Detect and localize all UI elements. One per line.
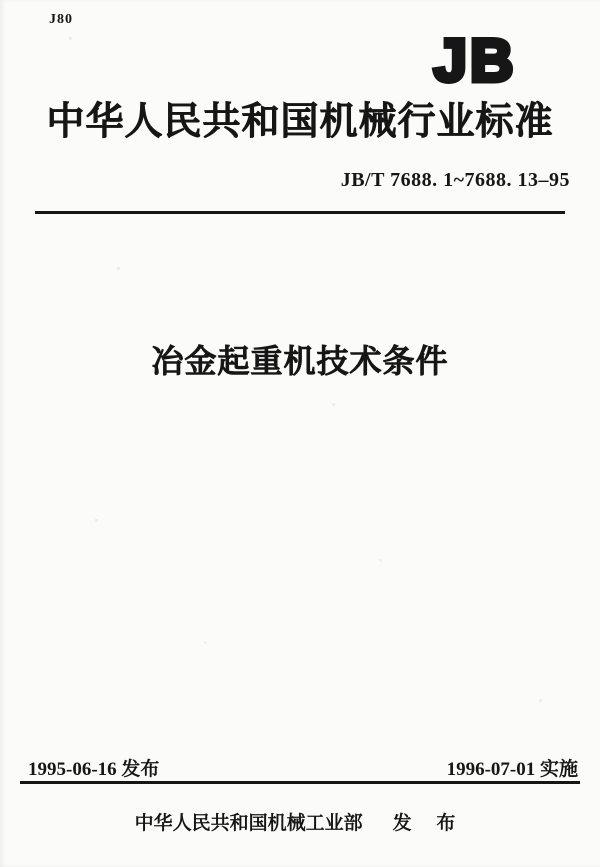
bottom-rule (20, 781, 580, 784)
standard-number: JB/T 7688. 1~7688. 13–95 (340, 169, 570, 191)
top-rule (35, 211, 565, 214)
jb-logo (416, 24, 534, 90)
publisher-row (0, 808, 600, 835)
scan-noise (0, 0, 1, 1)
standard-heading: 中华人民共和国机械行业标准 (46, 101, 554, 143)
doc-class-code: J80 (49, 12, 73, 27)
dates-row (28, 754, 578, 781)
issue-date: 1995-06-16 发布 (28, 759, 160, 780)
publish-action-label: 发 布 (392, 813, 466, 834)
document-title: 冶金起重机技术条件 (151, 343, 449, 379)
publisher-name: 中华人民共和国机械工业部 (134, 813, 363, 834)
jb-logo-text: JB (433, 27, 517, 90)
implementation-date: 1996-07-01 实施 (446, 759, 578, 780)
